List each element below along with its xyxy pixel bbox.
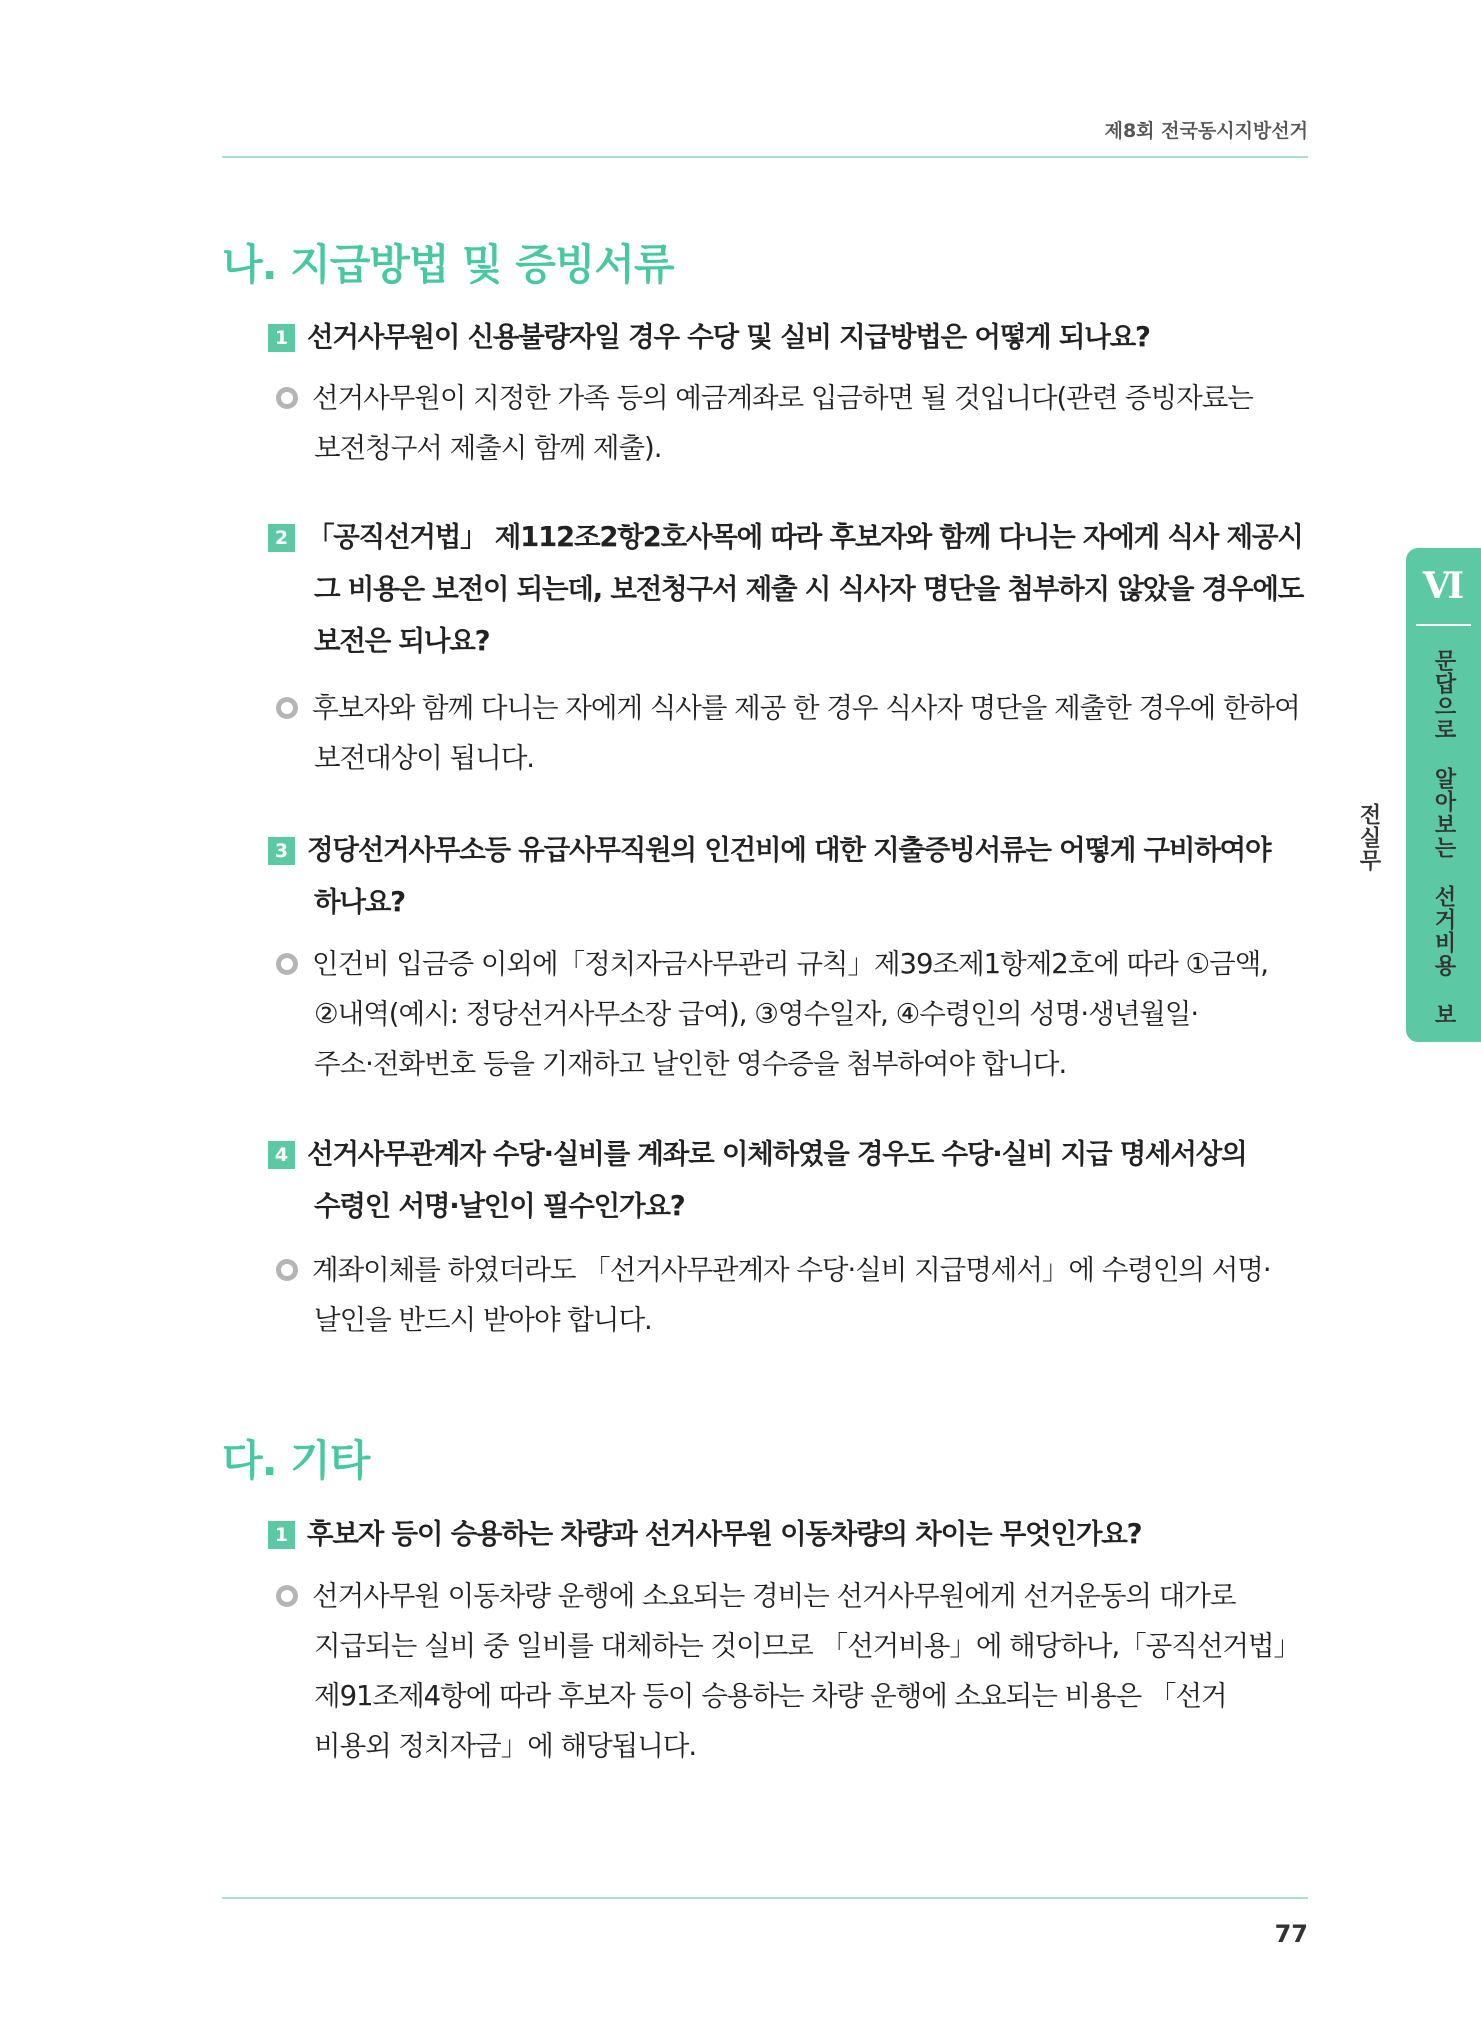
running-header: 제8회 전국동시지방선거 [1104,120,1308,142]
question-line: 수령인 서명·날인이 필수인가요? [314,1190,685,1222]
answer-bullet-icon [276,697,298,719]
answer-bullet-icon [276,1259,298,1281]
question-number-badge: 1 [268,1521,295,1549]
answer-bullet-icon [276,953,298,975]
answer-line: 제91조제4항에 따라 후보자 등이 승용하는 차량 운행에 소요되는 비용은 「선거 [314,1680,1227,1712]
question-line: 하나요? [314,886,405,918]
answer-line: 보전대상이 됩니다. [314,742,535,774]
question-block [268,1508,1318,1560]
answer-block [276,1245,1318,1345]
answer-line: 인건비 입금증 이외에「정치자금사무관리 규칙」제39조제1항제2호에 따라 ①금액, [312,948,1269,980]
answer-line: 선거사무원이 지정한 가족 등의 예금계좌로 입금하면 될 것입니다(관련 증빙자료는 [312,382,1253,414]
answer-line: 날인을 반드시 받아야 합니다. [314,1304,652,1336]
question-number-badge: 4 [268,1141,295,1169]
chapter-side-tab [1356,548,1481,1042]
question-line: 후보자 등이 승용하는 차량과 선거사무원 이동차량의 차이는 무엇인가요? [307,1518,1142,1550]
chapter-title-vertical: 문답으로 알아보는 선거비용 보전실무 [1356,648,1456,1026]
question-line: 선거사무원이 신용불량자일 경우 수당 및 실비 지급방법은 어떻게 되나요? [307,321,1150,353]
answer-bullet-icon [276,387,298,409]
question-block [268,824,1318,928]
question-number-badge: 3 [268,837,295,865]
page-number: 77 [1274,1920,1308,1948]
answer-line: 선거사무원 이동차량 운행에 소요되는 경비는 선거사무원에게 선거운동의 대가로 [312,1580,1236,1612]
answer-block [276,683,1318,783]
question-block [268,311,1318,363]
question-line: 보전은 되나요? [314,625,490,657]
answer-line: 지급되는 실비 중 일비를 대체하는 것이므로 「선거비용」에 해당하나,「공직선거법」 [314,1630,1301,1662]
header-divider [222,156,1308,158]
answer-line: 비용외 정치자금」에 해당됩니다. [314,1730,697,1762]
side-tab-divider [1416,624,1471,626]
answer-block [276,373,1318,473]
answer-bullet-icon [276,1585,298,1607]
answer-block [276,1571,1318,1771]
answer-line: 주소·전화번호 등을 기재하고 날인한 영수증을 첨부하여야 합니다. [314,1048,1067,1080]
answer-line: 계좌이체를 하였더라도 「선거사무관계자 수당·실비 지급명세서」에 수령인의 서명· [312,1254,1271,1286]
answer-line: 후보자와 함께 다니는 자에게 식사를 제공 한 경우 식사자 명단을 제출한 경우에 한하여 [312,692,1300,724]
question-block [268,1128,1318,1232]
question-block [268,511,1318,667]
question-line: 정당선거사무소등 유급사무직원의 인건비에 대한 지출증빙서류는 어떻게 구비하여야 [307,834,1271,866]
answer-line: 보전청구서 제출시 함께 제출). [314,432,662,464]
chapter-roman-numeral: Ⅵ [1422,565,1465,607]
question-line: 선거사무관계자 수당·실비를 계좌로 이체하였을 경우도 수당·실비 지급 명세서상의 [307,1138,1247,1170]
question-line: 그 비용은 보전이 되는데, 보전청구서 제출 시 식사자 명단을 첨부하지 않았을 경우에도 [314,573,1304,605]
section-title-payment: 나. 지급방법 및 증빙서류 [222,240,674,289]
section-title-etc: 다. 기타 [222,1436,370,1485]
question-number-badge: 2 [268,524,295,552]
answer-block [276,939,1318,1089]
question-line: 「공직선거법」 제112조2항2호사목에 따라 후보자와 함께 다니는 자에게 식사 제공시 [307,521,1303,553]
answer-line: ②내역(예시: 정당선거사무소장 급여), ③영수일자, ④수령인의 성명·생년월일· [314,998,1199,1030]
footer-divider [222,1897,1308,1899]
question-number-badge: 1 [268,324,295,352]
